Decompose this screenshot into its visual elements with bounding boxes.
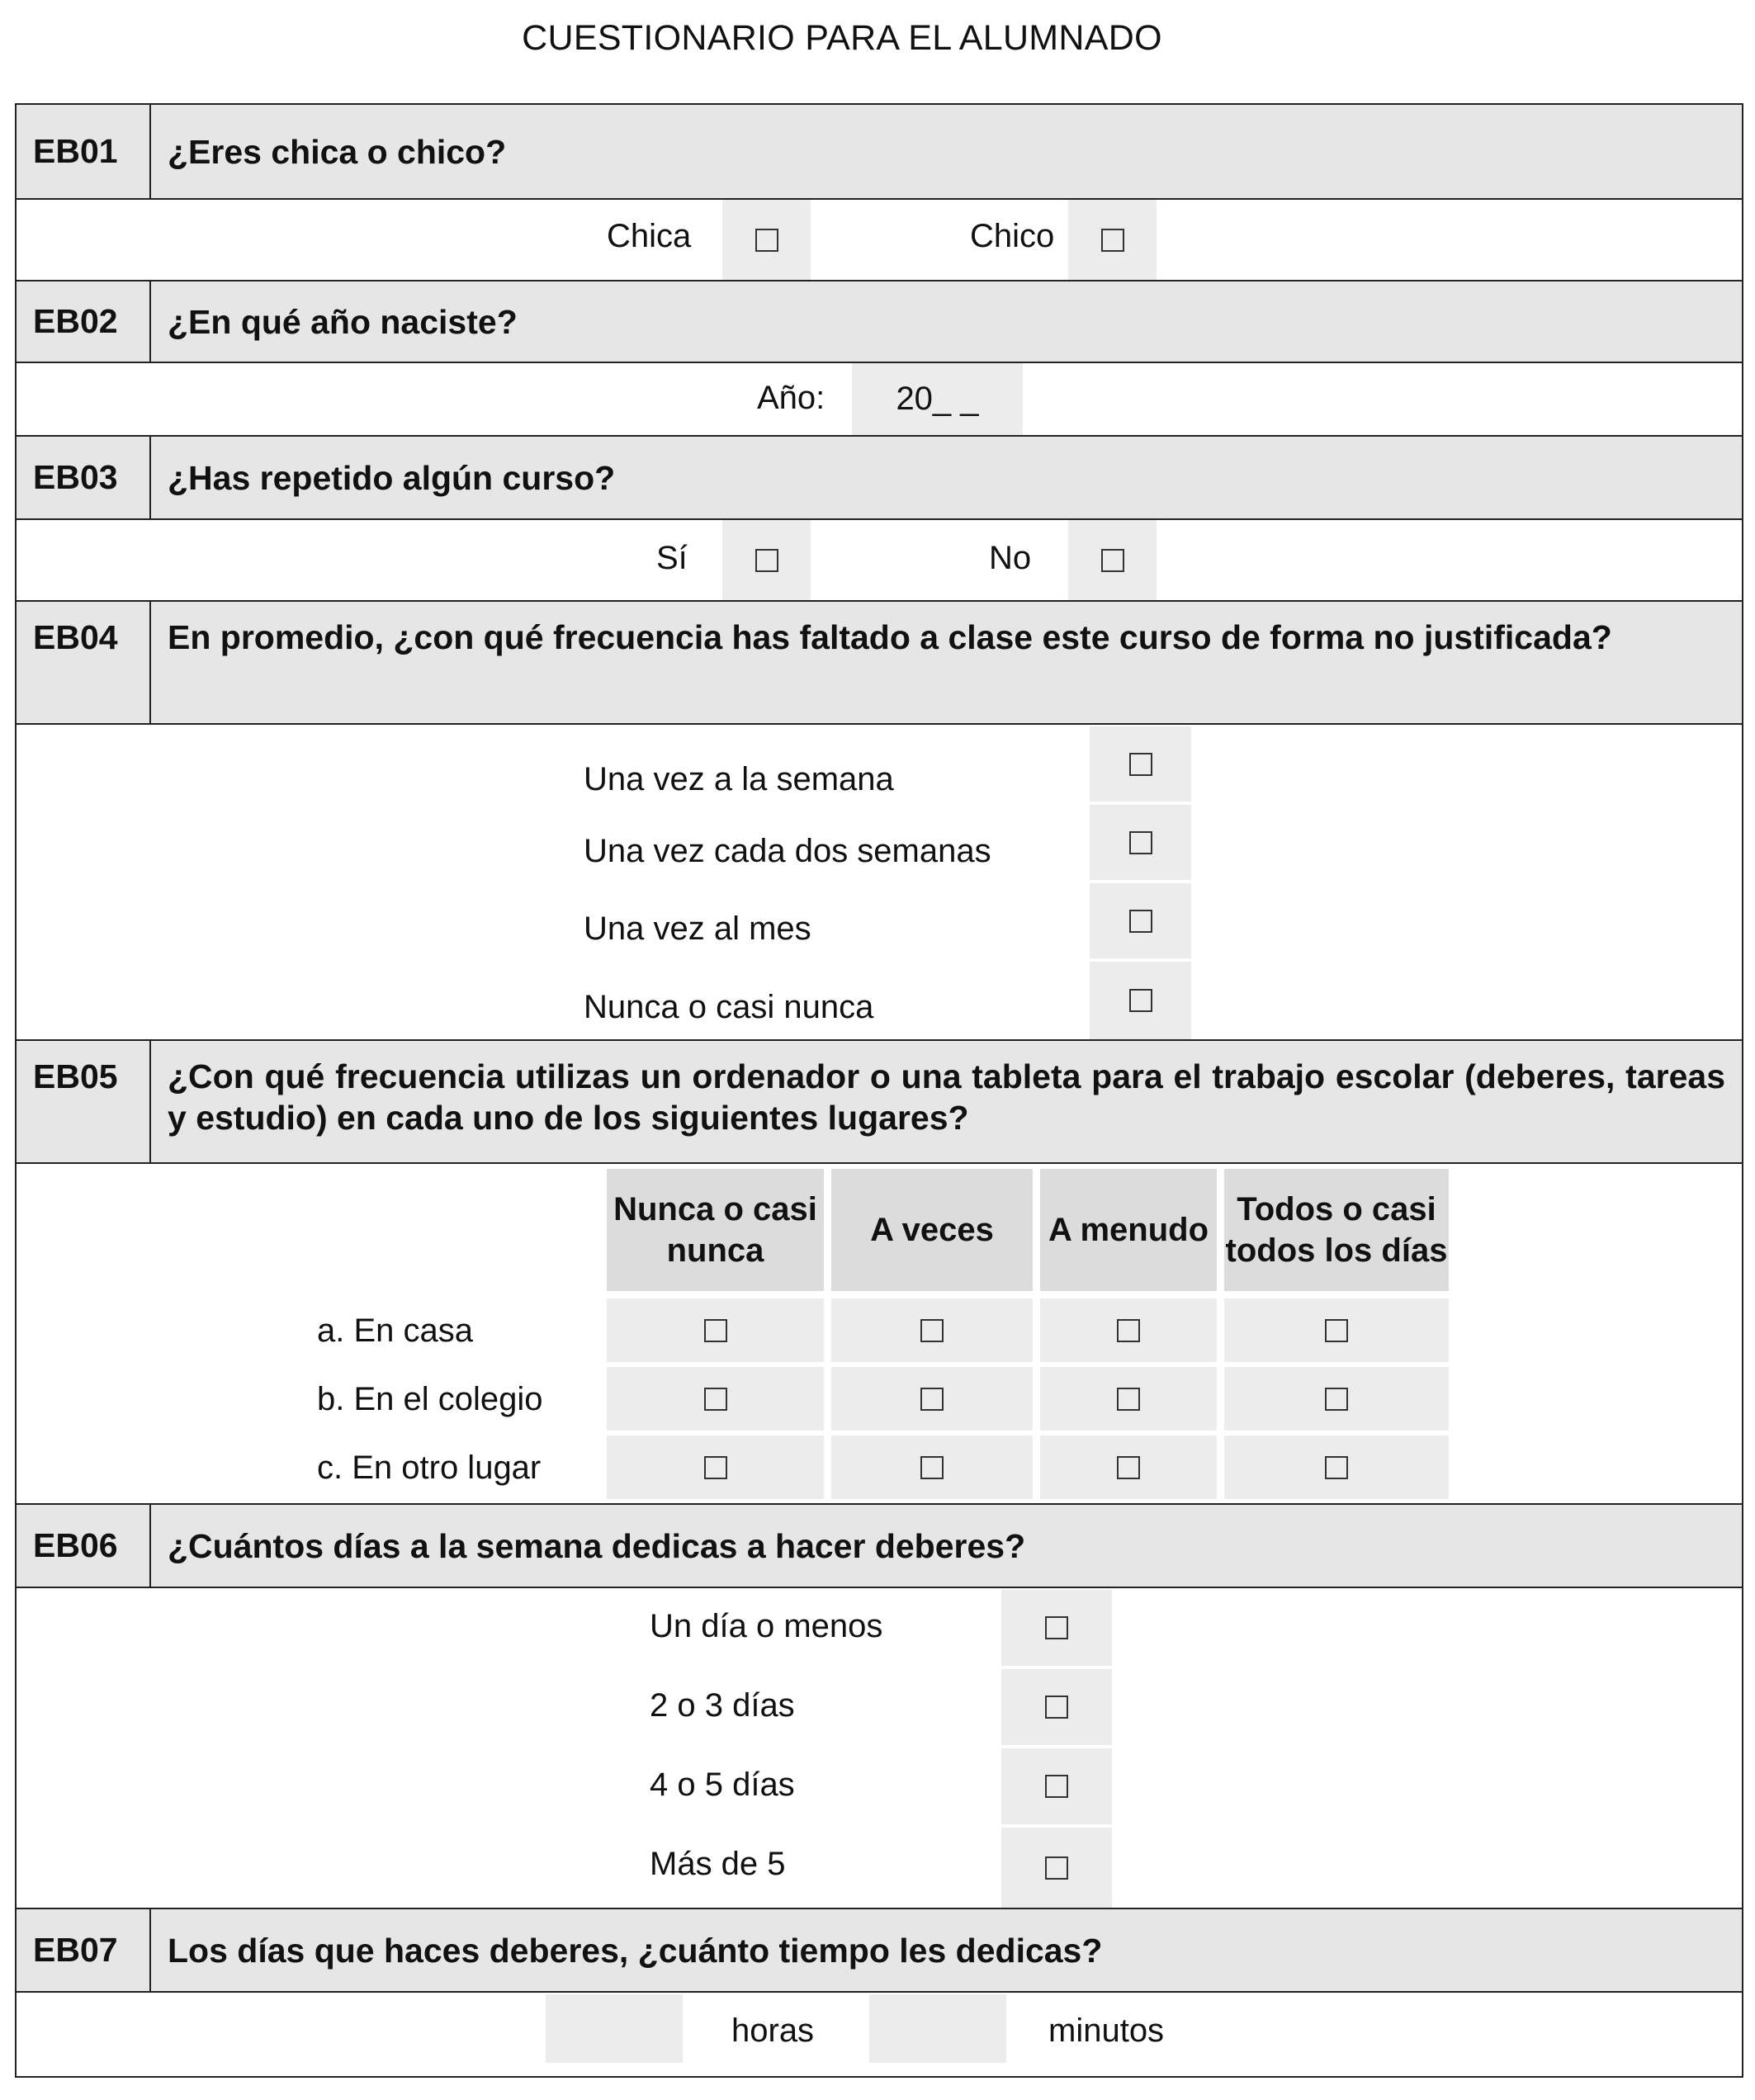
option-label: Nunca o casi nunca — [584, 989, 874, 1025]
option-label: 4 o 5 días — [650, 1767, 795, 1803]
column-header: Todos o casi todos los días — [1224, 1169, 1449, 1291]
question-header-eb03 — [17, 435, 1742, 518]
question-code: EB02 — [17, 281, 151, 362]
checkbox-a-1[interactable] — [607, 1298, 824, 1362]
minutes-label: minutos — [1048, 2012, 1165, 2049]
checkbox-chico[interactable] — [1068, 200, 1157, 280]
question-text: ¿Cuántos días a la semana dedicas a hacer deberes? — [168, 1526, 1026, 1565]
question-header-eb05 — [17, 1039, 1742, 1162]
answer-row-eb02 — [17, 362, 1742, 435]
row-label: b. En el colegio — [317, 1381, 543, 1417]
year-label: Año: — [757, 380, 825, 416]
answer-row-eb01 — [17, 198, 1742, 280]
question-header-eb07 — [17, 1908, 1742, 1991]
hours-label: horas — [731, 2012, 815, 2049]
row-label: c. En otro lugar — [317, 1450, 542, 1486]
question-text: ¿En qué año naciste? — [168, 302, 518, 341]
checkbox-c-3[interactable] — [1040, 1435, 1217, 1499]
minutes-input[interactable] — [869, 1994, 1006, 2063]
option-label: 2 o 3 días — [650, 1687, 795, 1724]
checkbox-c-2[interactable] — [831, 1435, 1033, 1499]
answer-grid-eb05 — [17, 1162, 1742, 1503]
row-label: a. En casa — [317, 1312, 474, 1349]
option-label: Más de 5 — [650, 1846, 786, 1882]
checkbox-option-1[interactable] — [1090, 726, 1191, 802]
checkbox-option-3[interactable] — [1090, 883, 1191, 958]
option-label: Un día o menos — [650, 1608, 883, 1644]
question-header-eb01 — [17, 105, 1742, 198]
checkbox-option-4[interactable] — [1001, 1828, 1112, 1908]
page-title: CUESTIONARIO PARA EL ALUMNADO — [522, 18, 1162, 58]
option-label: Una vez a la semana — [584, 761, 894, 797]
question-code: EB06 — [17, 1505, 151, 1587]
checkbox-b-3[interactable] — [1040, 1367, 1217, 1431]
column-header: Nunca o casi nunca — [607, 1169, 824, 1291]
questionnaire-form — [15, 103, 1743, 2078]
question-code: EB01 — [17, 105, 151, 198]
question-text: ¿Has repetido algún curso? — [168, 458, 616, 497]
checkbox-b-4[interactable] — [1224, 1367, 1449, 1431]
checkbox-si[interactable] — [722, 520, 811, 600]
option-label-chico: Chico — [970, 218, 1055, 254]
option-label-no: No — [989, 540, 1032, 576]
question-header-eb04 — [17, 600, 1742, 723]
checkbox-b-1[interactable] — [607, 1367, 824, 1431]
checkbox-b-2[interactable] — [831, 1367, 1033, 1431]
question-code: EB05 — [17, 1041, 151, 1162]
column-header: A menudo — [1040, 1169, 1217, 1291]
year-field[interactable]: 20_ _ — [852, 363, 1023, 435]
checkbox-chica[interactable] — [722, 200, 811, 280]
checkbox-option-1[interactable] — [1001, 1590, 1112, 1666]
option-label: Una vez cada dos semanas — [584, 833, 991, 869]
option-label: Una vez al mes — [584, 910, 811, 947]
column-header: A veces — [831, 1169, 1033, 1291]
question-text: ¿Eres chica o chico? — [168, 132, 507, 171]
checkbox-a-3[interactable] — [1040, 1298, 1217, 1362]
question-code: EB07 — [17, 1909, 151, 1991]
option-label-si: Sí — [656, 540, 688, 576]
question-code: EB03 — [17, 437, 151, 518]
checkbox-no[interactable] — [1068, 520, 1157, 600]
checkbox-a-4[interactable] — [1224, 1298, 1449, 1362]
answer-row-eb04 — [17, 723, 1742, 1039]
question-text: ¿Con qué frecuencia utilizas un ordenador o una tableta para el trabajo escolar (deberes, tareas y estudio) en cada uno de los siguientes lugares? — [168, 1057, 1725, 1137]
question-text: Los días que haces deberes, ¿cuánto tiempo les dedicas? — [168, 1931, 1103, 1970]
checkbox-option-4[interactable] — [1090, 962, 1191, 1039]
answer-row-eb06 — [17, 1587, 1742, 1908]
checkbox-option-2[interactable] — [1090, 805, 1191, 880]
checkbox-a-2[interactable] — [831, 1298, 1033, 1362]
checkbox-c-4[interactable] — [1224, 1435, 1449, 1499]
checkbox-c-1[interactable] — [607, 1435, 824, 1499]
answer-row-eb07 — [17, 1991, 1742, 2078]
hours-input[interactable] — [546, 1994, 683, 2063]
question-header-eb06 — [17, 1503, 1742, 1587]
checkbox-option-3[interactable] — [1001, 1748, 1112, 1824]
question-text: En promedio, ¿con qué frecuencia has faltado a clase este curso de forma no justificada? — [168, 618, 1612, 656]
checkbox-option-2[interactable] — [1001, 1669, 1112, 1745]
answer-row-eb03 — [17, 518, 1742, 600]
option-label-chica: Chica — [607, 218, 692, 254]
question-header-eb02 — [17, 280, 1742, 362]
question-code: EB04 — [17, 602, 151, 723]
